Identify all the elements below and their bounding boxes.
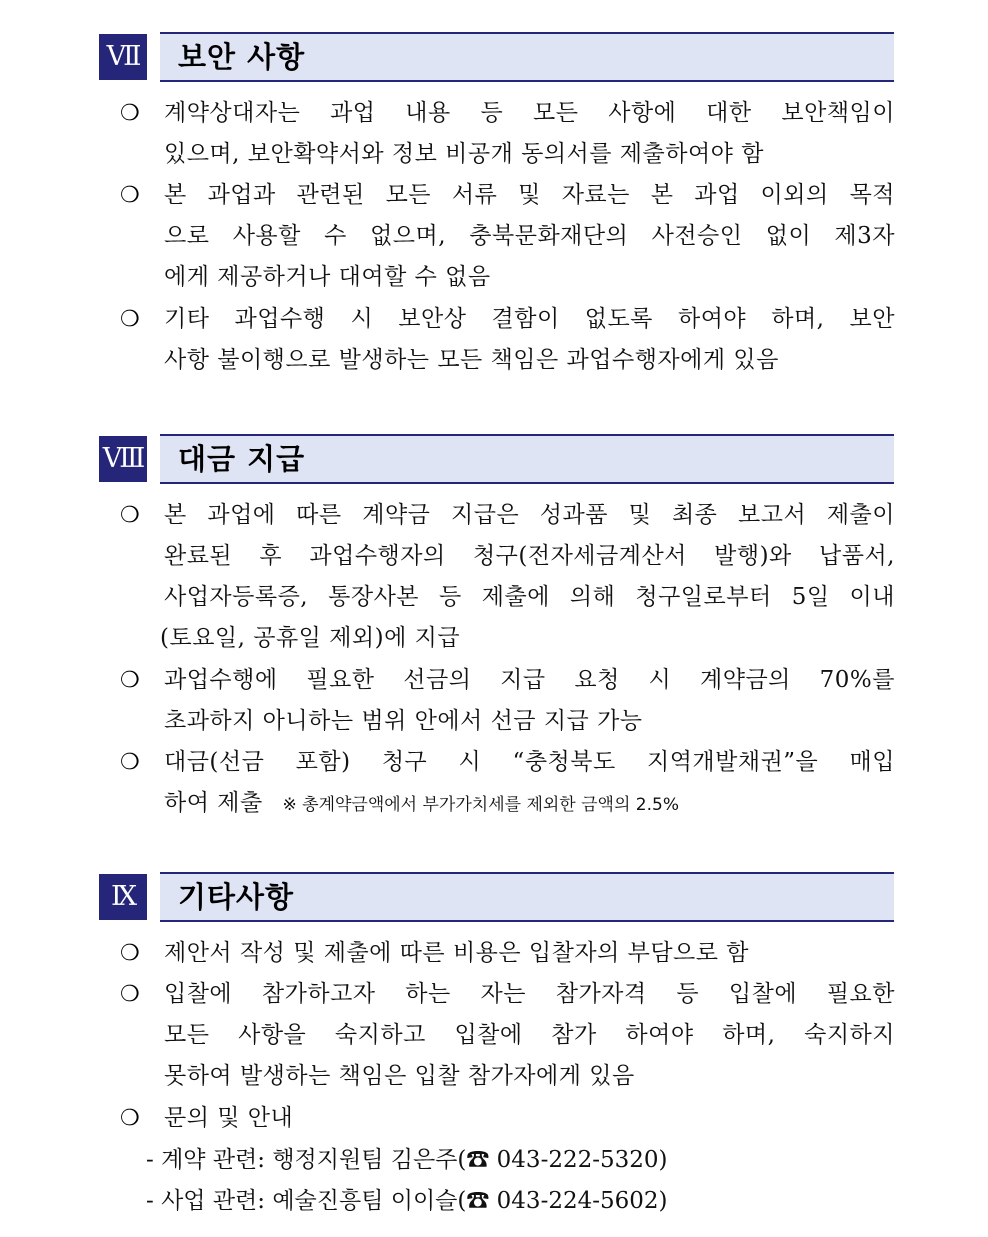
section-numeral: Ⅶ — [99, 34, 147, 80]
section-header — [99, 32, 894, 82]
bullet-icon: ❍ — [120, 668, 140, 693]
text-line: 입찰에 참가하고자 하는 자는 참가자격 등 입찰에 필요한 — [164, 981, 895, 1007]
contact-line: - 사업 관련: 예술진흥팀 이이슬(☎ 043-224-5602) — [146, 1188, 668, 1214]
text-line: 사항 불이행으로 발생하는 모든 책임은 과업수행자에게 있음 — [164, 347, 779, 373]
text-line-main: 하여 제출 — [164, 790, 263, 816]
bullet-icon: ❍ — [120, 183, 140, 208]
text-line: 에게 제공하거나 대여할 수 없음 — [164, 264, 491, 290]
text-line: 기타 과업수행 시 보안상 결함이 없도록 하여야 하며, 보안 — [164, 306, 895, 332]
section-title: 보안 사항 — [178, 40, 306, 74]
text-line: (토요일, 공휴일 제외)에 지급 — [160, 625, 461, 651]
section-header — [99, 434, 894, 484]
text-line — [164, 783, 679, 824]
footnote: ※ 총계약금액에서 부가가치세를 제외한 금액의 2.5% — [282, 795, 679, 815]
text-line: 못하여 발생하는 책임은 입찰 참가자에게 있음 — [164, 1063, 635, 1089]
text-line: 본 과업과 관련된 모든 서류 및 자료는 본 과업 이외의 목적 — [164, 182, 895, 208]
section-header — [99, 872, 894, 922]
text-line: 있으며, 보안확약서와 정보 비공개 동의서를 제출하여야 함 — [164, 141, 764, 167]
bullet-icon: ❍ — [120, 307, 140, 332]
text-line: 계약상대자는 과업 내용 등 모든 사항에 대한 보안책임이 — [164, 100, 895, 126]
section-numeral: Ⅸ — [99, 874, 147, 920]
bullet-icon: ❍ — [120, 1106, 140, 1131]
section-title-bar — [160, 32, 894, 82]
text-line: 완료된 후 과업수행자의 청구(전자세금계산서 발행)와 납품서, — [164, 543, 895, 569]
text-line: 본 과업에 따른 계약금 지급은 성과품 및 최종 보고서 제출이 — [164, 502, 895, 528]
bullet-icon: ❍ — [120, 750, 140, 775]
contact-line: - 계약 관련: 행정지원팀 김은주(☎ 043-222-5320) — [146, 1147, 668, 1173]
section-title-bar — [160, 872, 894, 922]
text-line: 대금(선금 포함) 청구 시 “충청북도 지역개발채권”을 매입 — [164, 749, 895, 775]
text-line: 사업자등록증, 통장사본 등 제출에 의해 청구일로부터 5일 이내 — [164, 584, 895, 610]
text-line: 으로 사용할 수 없으며, 충북문화재단의 사전승인 없이 제3자 — [164, 223, 895, 249]
bullet-icon: ❍ — [120, 101, 140, 126]
text-line: 문의 및 안내 — [164, 1105, 294, 1131]
bullet-icon: ❍ — [120, 941, 140, 966]
bullet-icon: ❍ — [120, 982, 140, 1007]
text-line: 모든 사항을 숙지하고 입찰에 참가 하여야 하며, 숙지하지 — [164, 1022, 895, 1048]
text-line: 초과하지 아니하는 범위 안에서 선금 지급 가능 — [164, 708, 643, 734]
section-title: 대금 지급 — [178, 442, 306, 476]
section-numeral: Ⅷ — [99, 436, 147, 482]
section-title: 기타사항 — [178, 880, 295, 914]
bullet-icon: ❍ — [120, 503, 140, 528]
text-line: 과업수행에 필요한 선금의 지급 요청 시 계약금의 70%를 — [164, 667, 895, 693]
text-line: 제안서 작성 및 제출에 따른 비용은 입찰자의 부담으로 함 — [164, 940, 750, 966]
section-title-bar — [160, 434, 894, 484]
